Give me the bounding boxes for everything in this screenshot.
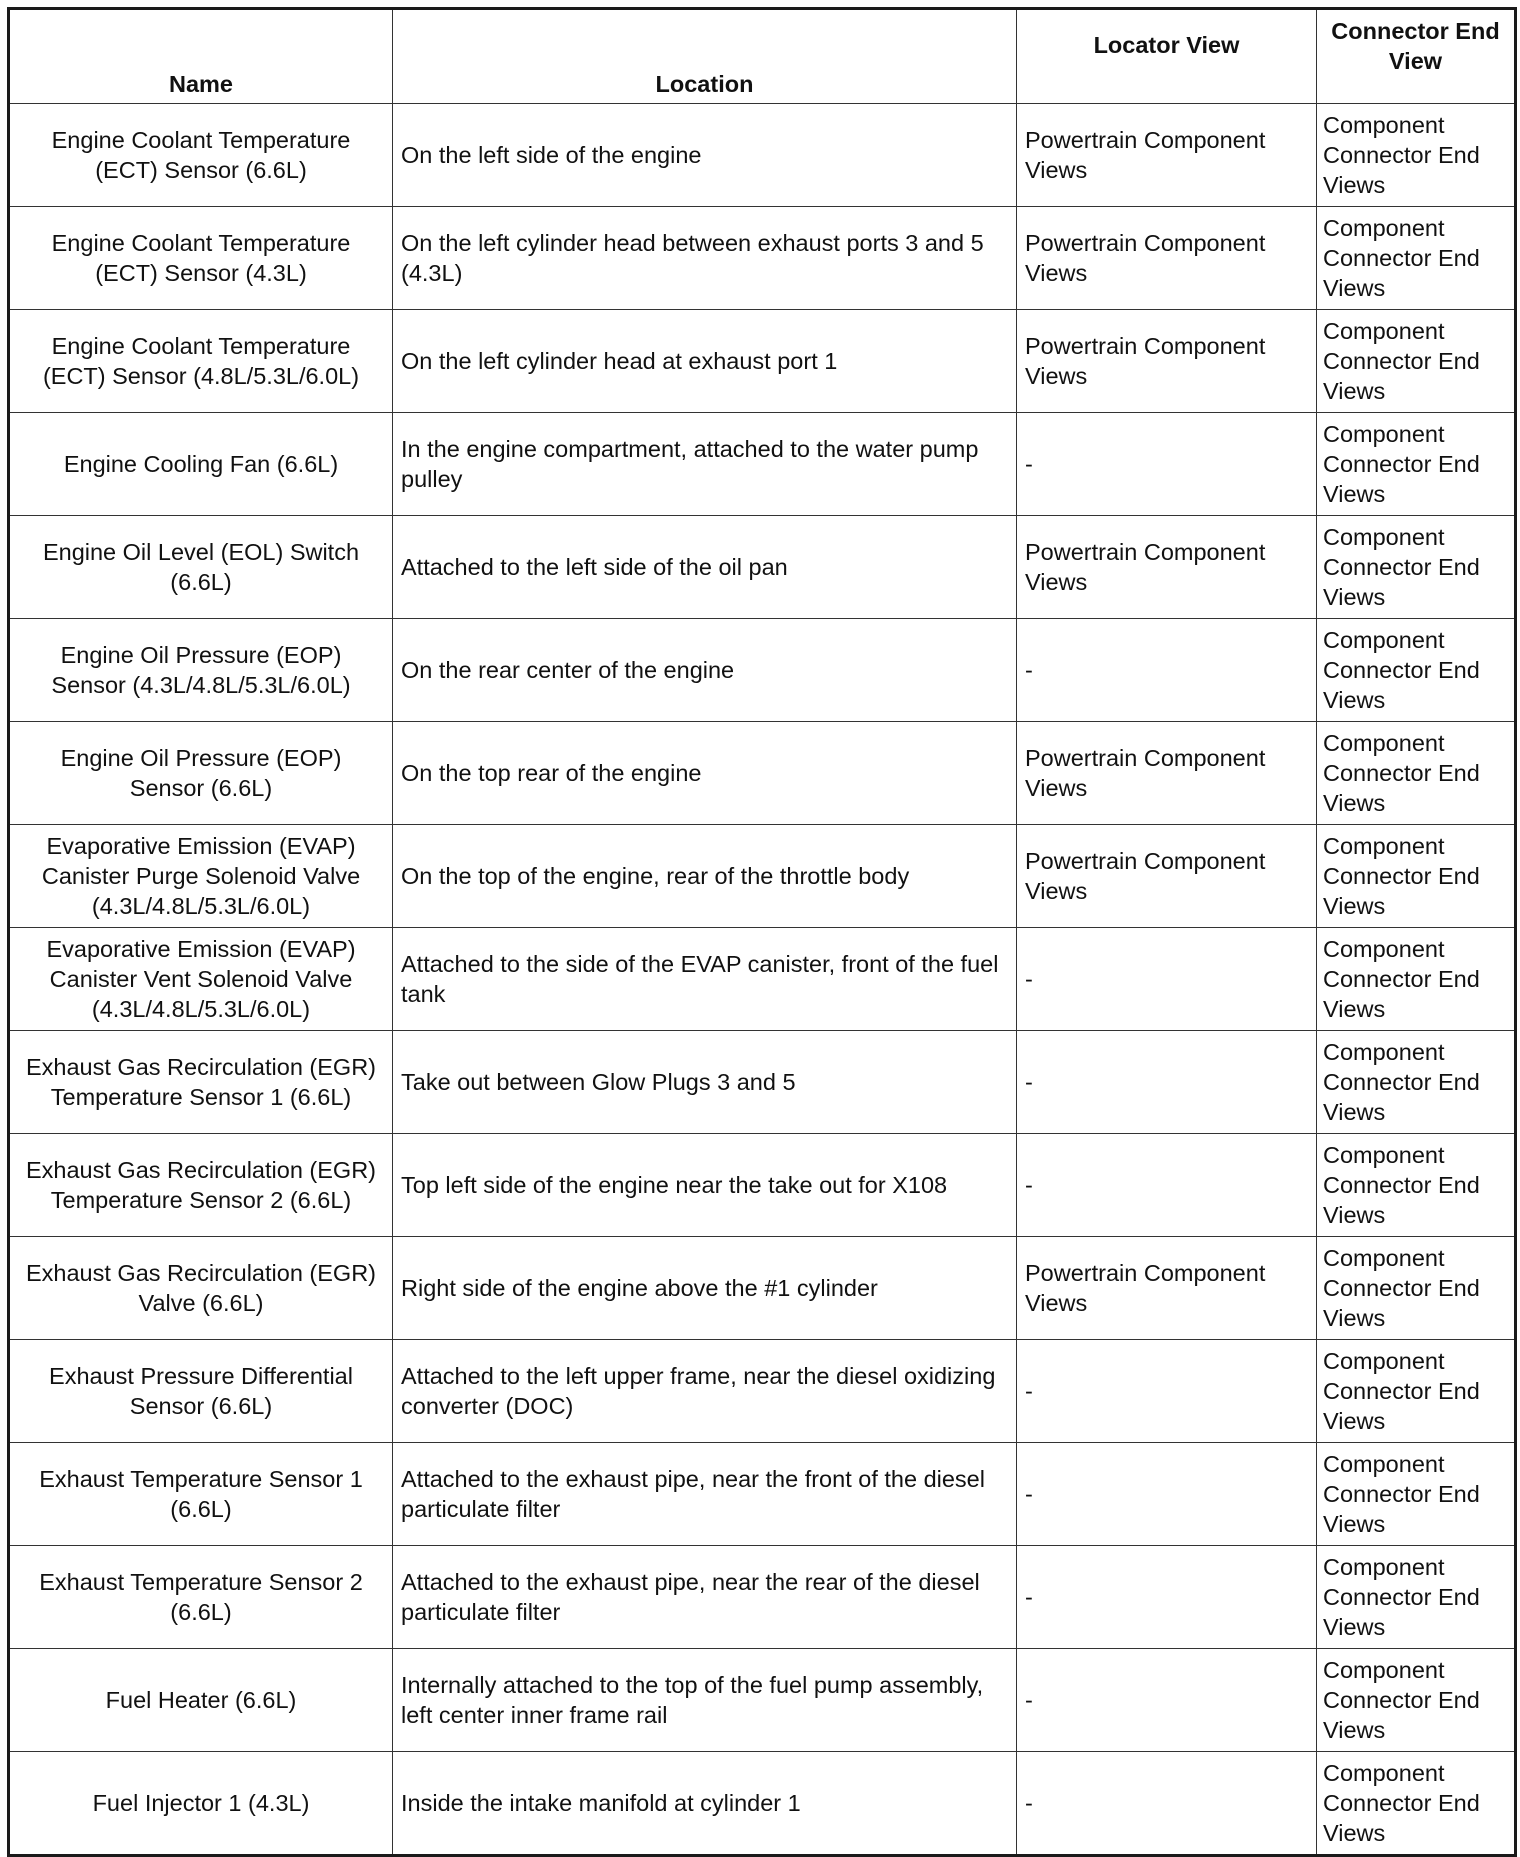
cell-connector-end-view-link[interactable]: Component Connector End Views (1317, 722, 1516, 825)
table-row (9, 207, 1516, 310)
cell-locator-view-link[interactable]: Powertrain Component Views (1017, 310, 1317, 413)
cell-name: Exhaust Gas Recirculation (EGR) Valve (6.6L) (9, 1237, 393, 1340)
cell-location: Right side of the engine above the #1 cylinder (393, 1237, 1017, 1340)
cell-name: Engine Cooling Fan (6.6L) (9, 413, 393, 516)
cell-connector-end-view-link[interactable]: Component Connector End Views (1317, 1340, 1516, 1443)
cell-location: In the engine compartment, attached to the water pump pulley (393, 413, 1017, 516)
table-row (9, 1649, 1516, 1752)
cell-location: Top left side of the engine near the take out for X108 (393, 1134, 1017, 1237)
cell-locator-view: - (1017, 1649, 1317, 1752)
cell-name: Engine Coolant Temperature (ECT) Sensor (4.8L/5.3L/6.0L) (9, 310, 393, 413)
table-row (9, 1546, 1516, 1649)
table-header-row (9, 9, 1516, 104)
cell-name: Evaporative Emission (EVAP) Canister Purge Solenoid Valve (4.3L/4.8L/5.3L/6.0L) (9, 825, 393, 928)
cell-locator-view: - (1017, 413, 1317, 516)
cell-name: Exhaust Gas Recirculation (EGR) Temperature Sensor 2 (6.6L) (9, 1134, 393, 1237)
cell-locator-view: - (1017, 619, 1317, 722)
column-header-location: Location (393, 9, 1017, 104)
table-row (9, 516, 1516, 619)
cell-location: Attached to the left upper frame, near the diesel oxidizing converter (DOC) (393, 1340, 1017, 1443)
cell-connector-end-view-link[interactable]: Component Connector End Views (1317, 1649, 1516, 1752)
table-row (9, 722, 1516, 825)
cell-locator-view: - (1017, 1134, 1317, 1237)
cell-name: Exhaust Gas Recirculation (EGR) Temperature Sensor 1 (6.6L) (9, 1031, 393, 1134)
cell-connector-end-view-link[interactable]: Component Connector End Views (1317, 1752, 1516, 1856)
column-header-locator-view: Locator View (1017, 9, 1317, 104)
table-row (9, 825, 1516, 928)
cell-locator-view: - (1017, 1031, 1317, 1134)
cell-location: On the top rear of the engine (393, 722, 1017, 825)
cell-location: Attached to the side of the EVAP canister, front of the fuel tank (393, 928, 1017, 1031)
cell-name: Evaporative Emission (EVAP) Canister Vent Solenoid Valve (4.3L/4.8L/5.3L/6.0L) (9, 928, 393, 1031)
cell-connector-end-view-link[interactable]: Component Connector End Views (1317, 1031, 1516, 1134)
cell-name: Engine Oil Level (EOL) Switch (6.6L) (9, 516, 393, 619)
table-row (9, 1340, 1516, 1443)
cell-location: On the left side of the engine (393, 104, 1017, 207)
cell-name: Exhaust Temperature Sensor 1 (6.6L) (9, 1443, 393, 1546)
cell-connector-end-view-link[interactable]: Component Connector End Views (1317, 104, 1516, 207)
table-row (9, 1031, 1516, 1134)
cell-locator-view-link[interactable]: Powertrain Component Views (1017, 207, 1317, 310)
cell-connector-end-view-link[interactable]: Component Connector End Views (1317, 1134, 1516, 1237)
cell-location: On the left cylinder head at exhaust port 1 (393, 310, 1017, 413)
cell-connector-end-view-link[interactable]: Component Connector End Views (1317, 1237, 1516, 1340)
cell-locator-view-link[interactable]: Powertrain Component Views (1017, 516, 1317, 619)
cell-location: Attached to the exhaust pipe, near the front of the diesel particulate filter (393, 1443, 1017, 1546)
cell-name: Fuel Heater (6.6L) (9, 1649, 393, 1752)
table-row (9, 1237, 1516, 1340)
table-row (9, 1752, 1516, 1856)
table-row (9, 413, 1516, 516)
component-locator-table (7, 7, 1517, 1857)
cell-locator-view-link[interactable]: Powertrain Component Views (1017, 104, 1317, 207)
cell-locator-view: - (1017, 1443, 1317, 1546)
cell-location: Take out between Glow Plugs 3 and 5 (393, 1031, 1017, 1134)
cell-locator-view: - (1017, 1752, 1317, 1856)
cell-connector-end-view-link[interactable]: Component Connector End Views (1317, 928, 1516, 1031)
cell-name: Engine Coolant Temperature (ECT) Sensor (4.3L) (9, 207, 393, 310)
cell-name: Fuel Injector 1 (4.3L) (9, 1752, 393, 1856)
cell-name: Engine Coolant Temperature (ECT) Sensor (6.6L) (9, 104, 393, 207)
table-row (9, 310, 1516, 413)
cell-name: Engine Oil Pressure (EOP) Sensor (4.3L/4.8L/5.3L/6.0L) (9, 619, 393, 722)
cell-connector-end-view-link[interactable]: Component Connector End Views (1317, 516, 1516, 619)
cell-locator-view: - (1017, 1340, 1317, 1443)
cell-location: On the top of the engine, rear of the throttle body (393, 825, 1017, 928)
cell-connector-end-view-link[interactable]: Component Connector End Views (1317, 207, 1516, 310)
cell-name: Exhaust Pressure Differential Sensor (6.6L) (9, 1340, 393, 1443)
cell-location: Attached to the exhaust pipe, near the rear of the diesel particulate filter (393, 1546, 1017, 1649)
component-locator-document (7, 7, 1514, 1846)
cell-locator-view-link[interactable]: Powertrain Component Views (1017, 1237, 1317, 1340)
table-row (9, 1443, 1516, 1546)
cell-location: On the left cylinder head between exhaust ports 3 and 5 (4.3L) (393, 207, 1017, 310)
cell-connector-end-view-link[interactable]: Component Connector End Views (1317, 413, 1516, 516)
cell-locator-view: - (1017, 1546, 1317, 1649)
cell-locator-view: - (1017, 928, 1317, 1031)
cell-location: On the rear center of the engine (393, 619, 1017, 722)
table-row (9, 1134, 1516, 1237)
cell-name: Exhaust Temperature Sensor 2 (6.6L) (9, 1546, 393, 1649)
cell-location: Attached to the left side of the oil pan (393, 516, 1017, 619)
cell-connector-end-view-link[interactable]: Component Connector End Views (1317, 619, 1516, 722)
table-row (9, 104, 1516, 207)
cell-location: Inside the intake manifold at cylinder 1 (393, 1752, 1017, 1856)
cell-connector-end-view-link[interactable]: Component Connector End Views (1317, 825, 1516, 928)
cell-locator-view-link[interactable]: Powertrain Component Views (1017, 825, 1317, 928)
cell-locator-view-link[interactable]: Powertrain Component Views (1017, 722, 1317, 825)
cell-connector-end-view-link[interactable]: Component Connector End Views (1317, 1546, 1516, 1649)
column-header-name: Name (9, 9, 393, 104)
cell-connector-end-view-link[interactable]: Component Connector End Views (1317, 1443, 1516, 1546)
table-row (9, 928, 1516, 1031)
cell-connector-end-view-link[interactable]: Component Connector End Views (1317, 310, 1516, 413)
cell-name: Engine Oil Pressure (EOP) Sensor (6.6L) (9, 722, 393, 825)
table-row (9, 619, 1516, 722)
column-header-connector-end-view: Connector End View (1317, 9, 1516, 104)
cell-location: Internally attached to the top of the fuel pump assembly, left center inner frame rail (393, 1649, 1017, 1752)
